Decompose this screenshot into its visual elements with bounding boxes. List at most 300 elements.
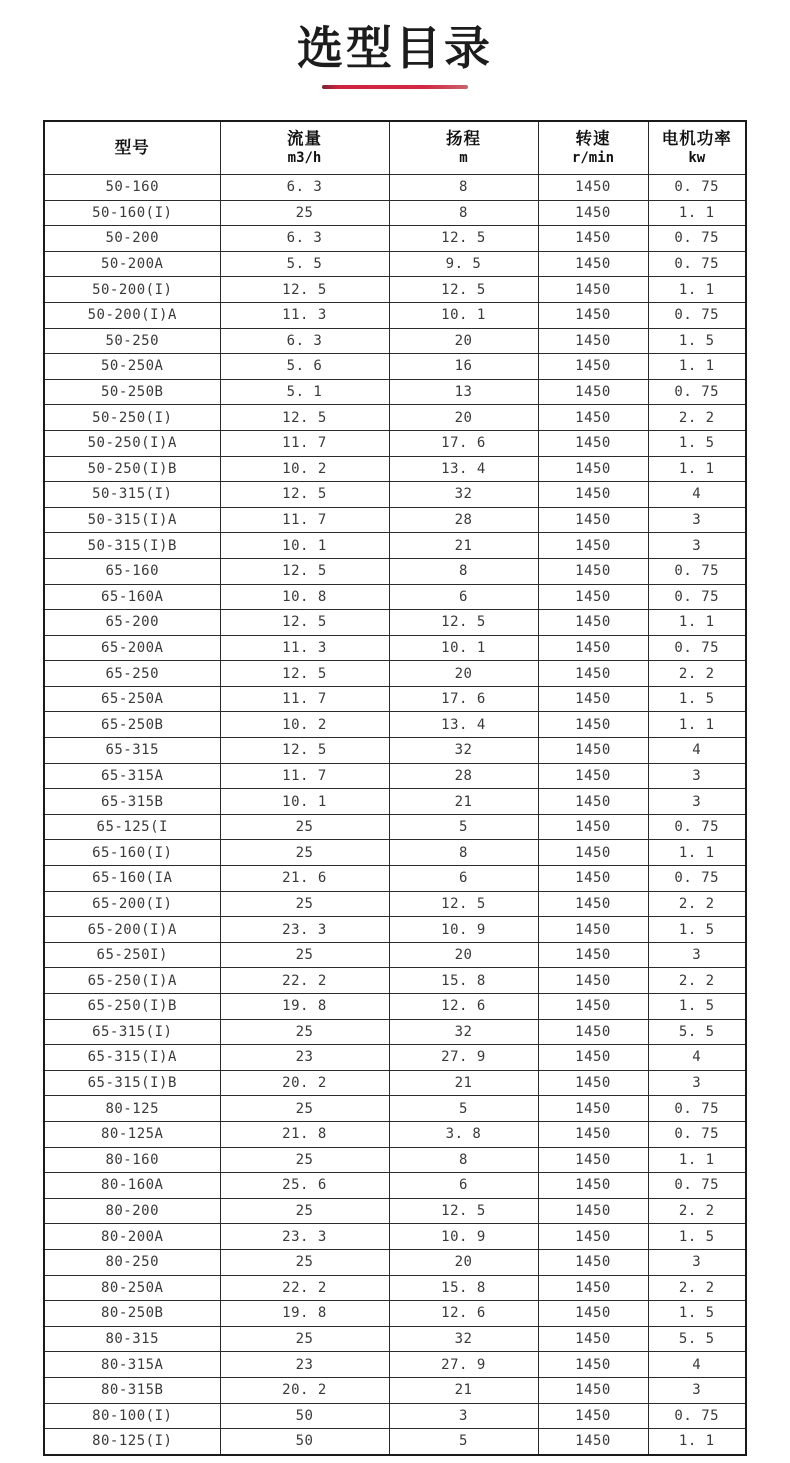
cell-model: 65-315(I)A <box>44 1045 220 1071</box>
cell-head: 27. 9 <box>389 1045 538 1071</box>
cell-flow: 5. 6 <box>220 354 389 380</box>
cell-flow: 10. 1 <box>220 533 389 559</box>
cell-power: 2. 2 <box>648 968 746 994</box>
cell-model: 80-100(I) <box>44 1403 220 1429</box>
cell-model: 50-250 <box>44 328 220 354</box>
table-row <box>44 942 746 968</box>
cell-speed: 1450 <box>538 1326 648 1352</box>
cell-power: 0. 75 <box>648 635 746 661</box>
cell-power: 1. 5 <box>648 917 746 943</box>
cell-power: 1. 1 <box>648 1147 746 1173</box>
cell-speed: 1450 <box>538 763 648 789</box>
col-header-flow-unit: m3/h <box>287 150 322 166</box>
cell-speed: 1450 <box>538 558 648 584</box>
table-row <box>44 891 746 917</box>
table-row <box>44 456 746 482</box>
cell-speed: 1450 <box>538 789 648 815</box>
table-row <box>44 968 746 994</box>
cell-flow: 10. 2 <box>220 456 389 482</box>
cell-power: 1. 5 <box>648 686 746 712</box>
cell-flow: 6. 3 <box>220 175 389 201</box>
cell-head: 21 <box>389 533 538 559</box>
cell-speed: 1450 <box>538 584 648 610</box>
cell-flow: 11. 3 <box>220 635 389 661</box>
table-row <box>44 175 746 201</box>
cell-power: 2. 2 <box>648 891 746 917</box>
cell-flow: 25 <box>220 891 389 917</box>
cell-model: 80-125(I) <box>44 1429 220 1455</box>
cell-power: 0. 75 <box>648 1121 746 1147</box>
cell-speed: 1450 <box>538 610 648 636</box>
cell-model: 80-250 <box>44 1249 220 1275</box>
cell-model: 80-160 <box>44 1147 220 1173</box>
cell-head: 9. 5 <box>389 251 538 277</box>
cell-head: 12. 5 <box>389 277 538 303</box>
cell-head: 8 <box>389 200 538 226</box>
cell-speed: 1450 <box>538 277 648 303</box>
cell-flow: 12. 5 <box>220 405 389 431</box>
cell-flow: 6. 3 <box>220 226 389 252</box>
table-header <box>44 121 746 175</box>
table-row <box>44 1301 746 1327</box>
cell-flow: 19. 8 <box>220 994 389 1020</box>
cell-flow: 5. 1 <box>220 379 389 405</box>
table-row <box>44 1121 746 1147</box>
cell-head: 12. 6 <box>389 1301 538 1327</box>
cell-flow: 10. 1 <box>220 789 389 815</box>
cell-model: 65-315 <box>44 738 220 764</box>
cell-model: 80-315A <box>44 1352 220 1378</box>
col-header-head <box>389 121 538 175</box>
cell-head: 3 <box>389 1403 538 1429</box>
cell-power: 3 <box>648 533 746 559</box>
cell-speed: 1450 <box>538 533 648 559</box>
cell-model: 65-250A <box>44 686 220 712</box>
cell-power: 1. 5 <box>648 430 746 456</box>
cell-flow: 25 <box>220 1147 389 1173</box>
cell-head: 20 <box>389 1249 538 1275</box>
table-row <box>44 1045 746 1071</box>
cell-power: 1. 1 <box>648 354 746 380</box>
cell-head: 15. 8 <box>389 968 538 994</box>
cell-speed: 1450 <box>538 1352 648 1378</box>
table-row <box>44 917 746 943</box>
cell-speed: 1450 <box>538 200 648 226</box>
cell-flow: 11. 7 <box>220 686 389 712</box>
cell-model: 65-315(I) <box>44 1019 220 1045</box>
table-row <box>44 635 746 661</box>
col-header-head-unit: m <box>459 150 468 166</box>
cell-model: 65-250I) <box>44 942 220 968</box>
cell-speed: 1450 <box>538 405 648 431</box>
cell-power: 3 <box>648 763 746 789</box>
cell-head: 5 <box>389 814 538 840</box>
cell-speed: 1450 <box>538 482 648 508</box>
cell-speed: 1450 <box>538 1045 648 1071</box>
cell-speed: 1450 <box>538 661 648 687</box>
cell-head: 15. 8 <box>389 1275 538 1301</box>
cell-head: 12. 5 <box>389 1198 538 1224</box>
cell-power: 2. 2 <box>648 405 746 431</box>
cell-head: 27. 9 <box>389 1352 538 1378</box>
cell-flow: 23. 3 <box>220 1224 389 1250</box>
cell-power: 3 <box>648 1249 746 1275</box>
cell-head: 5 <box>389 1096 538 1122</box>
cell-power: 5. 5 <box>648 1326 746 1352</box>
cell-flow: 50 <box>220 1403 389 1429</box>
cell-speed: 1450 <box>538 328 648 354</box>
cell-power: 2. 2 <box>648 661 746 687</box>
cell-head: 12. 5 <box>389 891 538 917</box>
table-row <box>44 1096 746 1122</box>
table-row <box>44 379 746 405</box>
table-row <box>44 277 746 303</box>
cell-speed: 1450 <box>538 814 648 840</box>
cell-head: 10. 1 <box>389 302 538 328</box>
cell-model: 50-200 <box>44 226 220 252</box>
table-row <box>44 302 746 328</box>
cell-flow: 21. 8 <box>220 1121 389 1147</box>
cell-speed: 1450 <box>538 354 648 380</box>
cell-head: 20 <box>389 661 538 687</box>
cell-model: 50-250(I)A <box>44 430 220 456</box>
cell-model: 65-200(I)A <box>44 917 220 943</box>
cell-head: 3. 8 <box>389 1121 538 1147</box>
header-row <box>44 121 746 175</box>
cell-head: 28 <box>389 507 538 533</box>
cell-head: 32 <box>389 1019 538 1045</box>
table-row <box>44 1249 746 1275</box>
cell-power: 1. 1 <box>648 840 746 866</box>
cell-power: 2. 2 <box>648 1275 746 1301</box>
cell-speed: 1450 <box>538 1275 648 1301</box>
cell-speed: 1450 <box>538 635 648 661</box>
cell-model: 50-200(I) <box>44 277 220 303</box>
cell-head: 17. 6 <box>389 686 538 712</box>
cell-power: 0. 75 <box>648 379 746 405</box>
cell-head: 28 <box>389 763 538 789</box>
cell-power: 0. 75 <box>648 1403 746 1429</box>
table-row <box>44 814 746 840</box>
cell-model: 80-160A <box>44 1173 220 1199</box>
cell-head: 6 <box>389 1173 538 1199</box>
cell-power: 0. 75 <box>648 814 746 840</box>
cell-speed: 1450 <box>538 1096 648 1122</box>
table-row <box>44 1019 746 1045</box>
table-row <box>44 558 746 584</box>
cell-flow: 6. 3 <box>220 328 389 354</box>
cell-speed: 1450 <box>538 456 648 482</box>
cell-model: 80-125 <box>44 1096 220 1122</box>
cell-speed: 1450 <box>538 1121 648 1147</box>
cell-speed: 1450 <box>538 1249 648 1275</box>
cell-model: 50-250(I) <box>44 405 220 431</box>
table-row <box>44 738 746 764</box>
cell-speed: 1450 <box>538 891 648 917</box>
cell-flow: 25 <box>220 1019 389 1045</box>
cell-speed: 1450 <box>538 430 648 456</box>
cell-power: 1. 1 <box>648 200 746 226</box>
cell-flow: 12. 5 <box>220 482 389 508</box>
table-row <box>44 328 746 354</box>
cell-power: 3 <box>648 1070 746 1096</box>
cell-speed: 1450 <box>538 917 648 943</box>
cell-model: 80-250A <box>44 1275 220 1301</box>
table-body <box>44 175 746 1455</box>
col-header-speed <box>538 121 648 175</box>
cell-power: 1. 1 <box>648 456 746 482</box>
cell-flow: 20. 2 <box>220 1377 389 1403</box>
cell-head: 12. 6 <box>389 994 538 1020</box>
table-row <box>44 354 746 380</box>
table-row <box>44 584 746 610</box>
cell-flow: 10. 2 <box>220 712 389 738</box>
table-row <box>44 1147 746 1173</box>
cell-model: 50-315(I) <box>44 482 220 508</box>
cell-model: 65-315(I)B <box>44 1070 220 1096</box>
cell-speed: 1450 <box>538 1429 648 1455</box>
cell-speed: 1450 <box>538 968 648 994</box>
cell-flow: 12. 5 <box>220 277 389 303</box>
table-row <box>44 482 746 508</box>
cell-power: 1. 1 <box>648 610 746 636</box>
cell-model: 80-315B <box>44 1377 220 1403</box>
cell-speed: 1450 <box>538 226 648 252</box>
cell-model: 65-200(I) <box>44 891 220 917</box>
cell-model: 65-160A <box>44 584 220 610</box>
cell-head: 8 <box>389 558 538 584</box>
cell-speed: 1450 <box>538 1198 648 1224</box>
cell-flow: 23. 3 <box>220 917 389 943</box>
cell-flow: 25 <box>220 1096 389 1122</box>
table-row <box>44 712 746 738</box>
col-header-power-label: 电机功率 <box>661 130 732 148</box>
col-header-model <box>44 121 220 175</box>
col-header-power <box>648 121 746 175</box>
cell-head: 21 <box>389 789 538 815</box>
cell-flow: 20. 2 <box>220 1070 389 1096</box>
col-header-flow-label: 流量 <box>287 130 322 148</box>
cell-head: 20 <box>389 328 538 354</box>
table-row <box>44 1352 746 1378</box>
table-row <box>44 1326 746 1352</box>
cell-power: 0. 75 <box>648 175 746 201</box>
cell-speed: 1450 <box>538 1019 648 1045</box>
page-title: 选型目录 <box>297 22 493 74</box>
cell-power: 0. 75 <box>648 1173 746 1199</box>
cell-flow: 12. 5 <box>220 661 389 687</box>
cell-power: 1. 1 <box>648 712 746 738</box>
cell-head: 5 <box>389 1429 538 1455</box>
cell-flow: 25 <box>220 1198 389 1224</box>
cell-head: 13. 4 <box>389 456 538 482</box>
cell-flow: 25 <box>220 1249 389 1275</box>
table-row <box>44 1173 746 1199</box>
cell-model: 80-200A <box>44 1224 220 1250</box>
cell-flow: 50 <box>220 1429 389 1455</box>
col-header-speed-unit: r/min <box>571 150 615 166</box>
cell-speed: 1450 <box>538 1403 648 1429</box>
table-row <box>44 1377 746 1403</box>
cell-head: 12. 5 <box>389 226 538 252</box>
cell-power: 1. 5 <box>648 994 746 1020</box>
table-row <box>44 1275 746 1301</box>
table-row <box>44 200 746 226</box>
cell-power: 3 <box>648 507 746 533</box>
cell-model: 65-315A <box>44 763 220 789</box>
cell-power: 1. 5 <box>648 1224 746 1250</box>
cell-power: 3 <box>648 942 746 968</box>
cell-head: 13 <box>389 379 538 405</box>
cell-model: 80-250B <box>44 1301 220 1327</box>
cell-speed: 1450 <box>538 1173 648 1199</box>
cell-power: 0. 75 <box>648 251 746 277</box>
cell-model: 65-160(IA <box>44 866 220 892</box>
table-row <box>44 405 746 431</box>
cell-model: 50-200(I)A <box>44 302 220 328</box>
cell-power: 3 <box>648 789 746 815</box>
cell-model: 65-160 <box>44 558 220 584</box>
table-row <box>44 866 746 892</box>
cell-flow: 22. 2 <box>220 1275 389 1301</box>
table-row <box>44 1403 746 1429</box>
cell-model: 80-200 <box>44 1198 220 1224</box>
table-row <box>44 610 746 636</box>
cell-model: 65-250(I)B <box>44 994 220 1020</box>
col-header-flow <box>220 121 389 175</box>
cell-power: 0. 75 <box>648 584 746 610</box>
table-row <box>44 226 746 252</box>
cell-speed: 1450 <box>538 302 648 328</box>
cell-flow: 21. 6 <box>220 866 389 892</box>
cell-model: 65-200 <box>44 610 220 636</box>
cell-model: 65-125(I <box>44 814 220 840</box>
cell-flow: 25 <box>220 814 389 840</box>
cell-model: 50-315(I)B <box>44 533 220 559</box>
cell-head: 6 <box>389 866 538 892</box>
cell-head: 10. 9 <box>389 1224 538 1250</box>
cell-power: 0. 75 <box>648 558 746 584</box>
col-header-power-unit: kw <box>688 150 706 166</box>
cell-flow: 12. 5 <box>220 610 389 636</box>
cell-head: 32 <box>389 738 538 764</box>
cell-power: 5. 5 <box>648 1019 746 1045</box>
cell-speed: 1450 <box>538 1301 648 1327</box>
cell-model: 50-160 <box>44 175 220 201</box>
cell-head: 21 <box>389 1070 538 1096</box>
cell-power: 0. 75 <box>648 226 746 252</box>
cell-model: 65-200A <box>44 635 220 661</box>
cell-head: 32 <box>389 1326 538 1352</box>
cell-power: 3 <box>648 1377 746 1403</box>
table-row <box>44 763 746 789</box>
cell-speed: 1450 <box>538 866 648 892</box>
cell-flow: 11. 3 <box>220 302 389 328</box>
cell-power: 1. 5 <box>648 1301 746 1327</box>
cell-head: 16 <box>389 354 538 380</box>
table-row <box>44 661 746 687</box>
table-row <box>44 1224 746 1250</box>
cell-model: 50-315(I)A <box>44 507 220 533</box>
cell-model: 65-160(I) <box>44 840 220 866</box>
cell-model: 50-250A <box>44 354 220 380</box>
cell-model: 65-315B <box>44 789 220 815</box>
table-row <box>44 1429 746 1455</box>
table-row <box>44 789 746 815</box>
cell-speed: 1450 <box>538 507 648 533</box>
cell-power: 4 <box>648 738 746 764</box>
cell-flow: 19. 8 <box>220 1301 389 1327</box>
table-row <box>44 1198 746 1224</box>
cell-flow: 12. 5 <box>220 558 389 584</box>
cell-flow: 23 <box>220 1352 389 1378</box>
cell-flow: 10. 8 <box>220 584 389 610</box>
cell-flow: 5. 5 <box>220 251 389 277</box>
cell-flow: 25 <box>220 1326 389 1352</box>
cell-model: 50-250B <box>44 379 220 405</box>
col-header-speed-label: 转速 <box>575 130 611 148</box>
cell-flow: 25. 6 <box>220 1173 389 1199</box>
col-header-model-label: 型号 <box>114 138 150 157</box>
title-underline <box>322 85 468 89</box>
cell-head: 32 <box>389 482 538 508</box>
cell-speed: 1450 <box>538 1070 648 1096</box>
cell-flow: 23 <box>220 1045 389 1071</box>
cell-speed: 1450 <box>538 686 648 712</box>
cell-power: 1. 5 <box>648 328 746 354</box>
selection-table <box>43 120 747 1456</box>
cell-flow: 12. 5 <box>220 738 389 764</box>
cell-head: 20 <box>389 405 538 431</box>
cell-flow: 11. 7 <box>220 507 389 533</box>
table-row <box>44 533 746 559</box>
cell-speed: 1450 <box>538 175 648 201</box>
cell-head: 13. 4 <box>389 712 538 738</box>
cell-speed: 1450 <box>538 738 648 764</box>
cell-head: 21 <box>389 1377 538 1403</box>
table-row <box>44 507 746 533</box>
cell-power: 4 <box>648 1352 746 1378</box>
cell-flow: 22. 2 <box>220 968 389 994</box>
cell-head: 6 <box>389 584 538 610</box>
cell-speed: 1450 <box>538 712 648 738</box>
table-row <box>44 994 746 1020</box>
cell-speed: 1450 <box>538 379 648 405</box>
cell-power: 4 <box>648 1045 746 1071</box>
cell-head: 8 <box>389 1147 538 1173</box>
cell-model: 65-250B <box>44 712 220 738</box>
cell-power: 4 <box>648 482 746 508</box>
cell-power: 1. 1 <box>648 277 746 303</box>
cell-power: 1. 1 <box>648 1429 746 1455</box>
cell-speed: 1450 <box>538 1224 648 1250</box>
cell-flow: 25 <box>220 200 389 226</box>
cell-flow: 11. 7 <box>220 430 389 456</box>
cell-head: 10. 1 <box>389 635 538 661</box>
cell-speed: 1450 <box>538 942 648 968</box>
col-header-head-label: 扬程 <box>446 130 481 148</box>
cell-head: 8 <box>389 840 538 866</box>
cell-head: 10. 9 <box>389 917 538 943</box>
cell-flow: 25 <box>220 942 389 968</box>
cell-model: 50-160(I) <box>44 200 220 226</box>
cell-head: 12. 5 <box>389 610 538 636</box>
cell-power: 0. 75 <box>648 302 746 328</box>
table-row <box>44 251 746 277</box>
cell-head: 17. 6 <box>389 430 538 456</box>
cell-speed: 1450 <box>538 840 648 866</box>
cell-model: 65-250(I)A <box>44 968 220 994</box>
